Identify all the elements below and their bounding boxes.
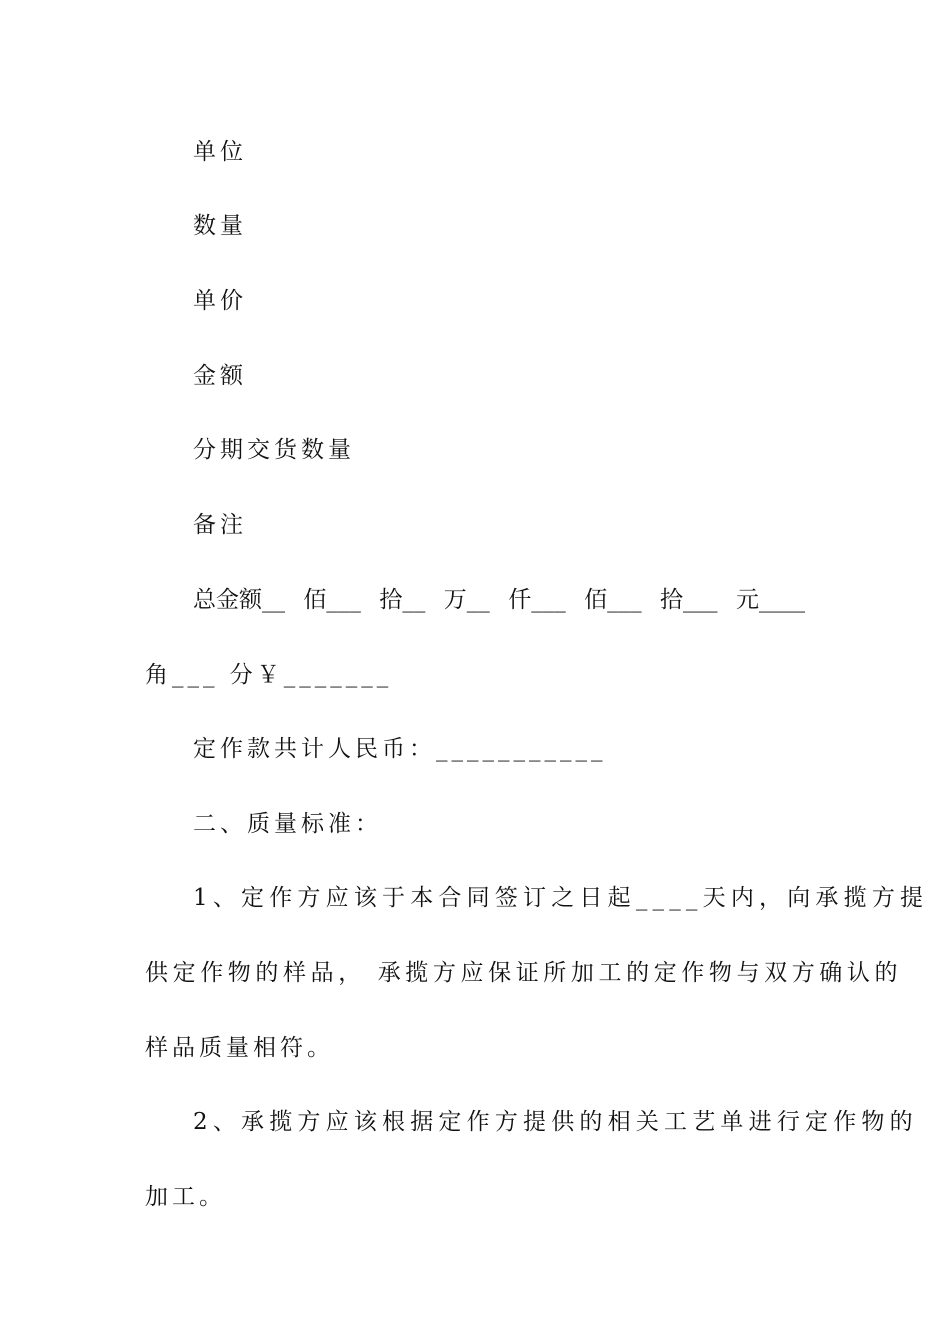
clause-1-line-2: 供定作物的样品， 承揽方应保证所加工的定作物与双方确认的	[145, 960, 903, 986]
total-amount-line	[193, 585, 805, 615]
clause-1-line-3: 样品质量相符。	[145, 1035, 334, 1061]
total-segment: 佰___	[584, 587, 642, 613]
item-remarks: 备注	[193, 512, 247, 538]
total-segment: 仟___	[508, 587, 566, 613]
total-segment: 总金额__	[193, 587, 285, 613]
total-segment: 万__	[443, 587, 490, 613]
total-segment: 拾___	[660, 587, 718, 613]
item-quantity: 数量	[193, 213, 247, 239]
section-heading: 二、质量标准：	[193, 811, 382, 837]
item-unit: 单位	[193, 139, 247, 165]
clause-1-line-1	[193, 883, 929, 913]
clause-2-line-1: 2、承揽方应该根据定作方提供的相关工艺单进行定作物的	[193, 1109, 918, 1135]
total-segment: 元____	[735, 587, 805, 613]
clause-2-line-2: 加工。	[145, 1184, 226, 1210]
total-segment: 拾__	[379, 587, 426, 613]
total-amount-line-2: 角___ 分￥_______	[145, 662, 393, 688]
item-amount: 金额	[193, 363, 247, 389]
payment-total: 定作款共计人民币：___________	[193, 736, 607, 762]
total-segment: 佰___	[303, 587, 361, 613]
item-installment-quantity: 分期交货数量	[193, 437, 355, 463]
item-unit-price: 单价	[193, 288, 247, 314]
clause-text: 1、定作方应该于本合同签订之日起____天内，向承揽方提	[193, 885, 929, 911]
